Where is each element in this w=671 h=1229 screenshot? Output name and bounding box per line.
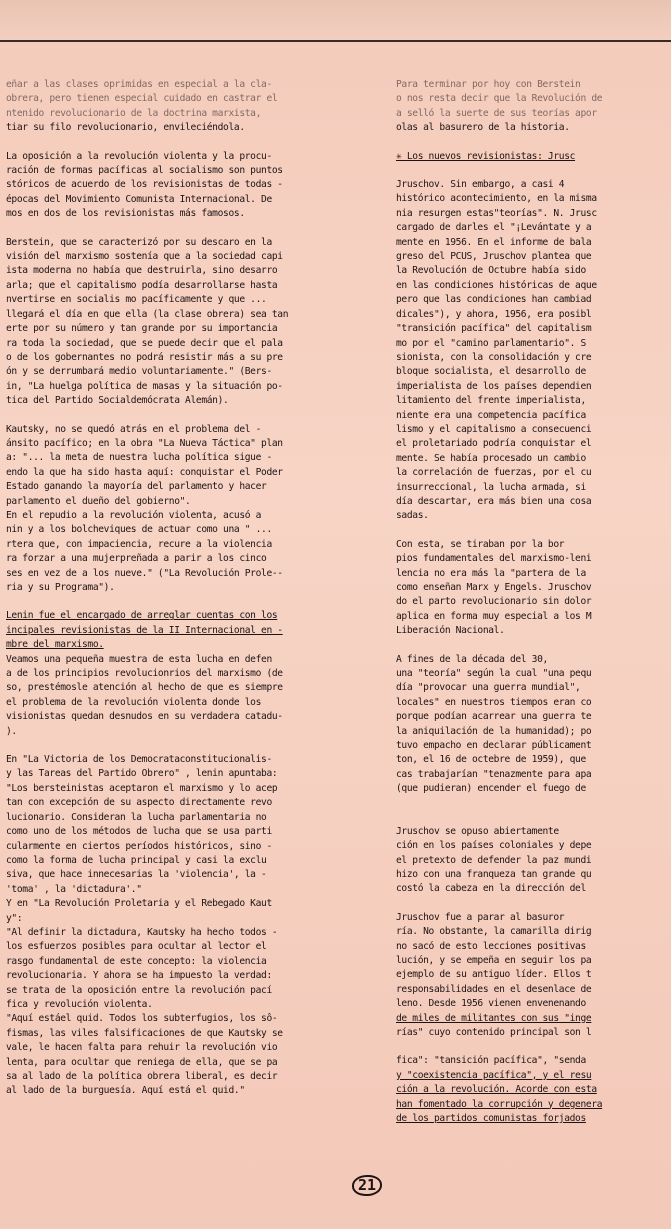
paragraph-gap bbox=[6, 136, 390, 150]
text-line: una "teoría" según la cual "una pequ bbox=[396, 668, 592, 680]
text-line: Para terminar por hoy con Berstein bbox=[396, 79, 581, 90]
text-line: La oposición a la revolución violenta y la procu- bbox=[6, 150, 272, 162]
text-line: sionista, con la consolidación y cre bbox=[396, 351, 592, 363]
text-line: Jruschov fue a parar al basuror bbox=[396, 911, 565, 923]
text-line: nia resurgen estas"teorías". N. Jrusc bbox=[396, 207, 597, 219]
text-line: rtera que, con impaciencia, recure a la violencia bbox=[6, 538, 272, 550]
text-line: endo la que ha sido hasta aquí: conquistar el Poder bbox=[6, 466, 283, 478]
text-line: incipales revisionistas de la II Internacional en - bbox=[6, 624, 283, 636]
text-line: Estado ganando la mayoría del parlamento y hacer bbox=[6, 481, 267, 493]
text-line: Veamos una pequeña muestra de esta lucha en defen bbox=[6, 653, 272, 665]
text-line: hizo con una franqueza tan grande qu bbox=[396, 868, 592, 880]
text-line: tan con excepción de su aspecto directamente revo bbox=[6, 797, 272, 809]
text-line: so, prestémosle atención al hecho de que es siempre bbox=[6, 682, 283, 694]
text-line: ton, el 16 de octebre de 1959), que bbox=[396, 754, 586, 766]
text-line: litamiento del frente imperialista, bbox=[396, 395, 586, 407]
text-line: ría. No obstante, la camarilla dirig bbox=[396, 926, 592, 938]
text-line: eñar a las clases oprimidas en especial a la cla- bbox=[6, 79, 272, 90]
paragraph-gap bbox=[6, 409, 390, 423]
text-line: fica": "tansición pacífica", "senda bbox=[396, 1055, 586, 1067]
text-line: a selló la suerte de sus teorías apor bbox=[396, 107, 597, 119]
text-line: Lenin fue el encargado de arreglar cuentas con los bbox=[6, 610, 278, 622]
text-line: ra forzar a una mujerpreñada a parir a los cinco bbox=[6, 553, 267, 565]
text-line: ánsito pacífico; en la obra "La Nueva Táctica" plan bbox=[6, 437, 283, 449]
text-line: Y en "La Revolución Proletaria y el Rebegado Kaut bbox=[6, 898, 272, 910]
text-line: in, "La huelga política de masas y la situación po- bbox=[6, 380, 283, 392]
text-line: leno. Desde 1956 vienen envenenando bbox=[396, 998, 586, 1010]
text-line: visionistas quedan desnudos en su verdadera catadu- bbox=[6, 711, 283, 723]
text-line: sa al lado de la política obrera liberal, es decir bbox=[6, 1071, 278, 1082]
text-line: (que pudieran) encender el fuego de bbox=[396, 783, 586, 795]
text-line: bloque socialista, el desarrollo de bbox=[396, 366, 586, 378]
text-line: "Los bersteinistas aceptaron el marxismo y lo acep bbox=[6, 782, 278, 794]
text-line: visión del marxismo sostenía que a la sociedad capi bbox=[6, 251, 283, 263]
page-number: 21 bbox=[352, 1175, 382, 1196]
text-line: ración de formas pacíficas al socialismo son puntos bbox=[6, 165, 283, 177]
text-line: A fines de la década del 30, bbox=[396, 653, 548, 665]
text-line: el problema de la revolución violenta donde los bbox=[6, 696, 262, 708]
text-line: Berstein, que se caracterizó por su descaro en la bbox=[6, 236, 272, 248]
text-line: o de los gobernantes no podrá resistir más a su pre bbox=[6, 351, 283, 363]
text-line: ista moderna no había que destruirla, sino desarro bbox=[6, 265, 278, 277]
text-line: parlamento el dueño del gobierno". bbox=[6, 495, 191, 507]
text-line: tica del Partido Socialdemócrata Alemán). bbox=[6, 395, 229, 407]
paragraph-gap bbox=[396, 136, 668, 150]
text-line: En el repudio a la revolución violenta, acusó a bbox=[6, 509, 262, 521]
text-line: rías" cuyo contenido principal son l bbox=[396, 1026, 592, 1038]
text-line: Liberación Nacional. bbox=[396, 625, 505, 637]
text-line: mbre del marxismo. bbox=[6, 639, 104, 651]
text-line: ra toda la sociedad, que se puede decir que el pala bbox=[6, 337, 283, 349]
scan-top-edge bbox=[0, 0, 671, 42]
text-line: a de los principios revolucionrios del marxismo (de bbox=[6, 668, 283, 680]
text-line: la aniquilación de la humanidad); po bbox=[396, 725, 592, 737]
text-line: se trata de la oposición entre la revolución pací bbox=[6, 984, 272, 996]
text-line: "Aquí estáel quid. Todos los subterfugios, los sô- bbox=[6, 1013, 278, 1025]
text-line: como la forma de lucha principal y casi la exclu bbox=[6, 854, 267, 866]
text-line: Kautsky, no se quedó atrás en el problema del - bbox=[6, 423, 262, 435]
text-line: do el parto revolucionario sin dolor bbox=[396, 596, 592, 608]
text-line: la correlación de fuerzas, por el cu bbox=[396, 467, 592, 479]
text-line: ntenido revolucionario de la doctrina marxista, bbox=[6, 107, 262, 119]
text-line: y "coexistencia pacífica", y el resu bbox=[396, 1069, 592, 1081]
paragraph-gap bbox=[396, 639, 668, 653]
text-line: de los partidos comunistas forjados bbox=[396, 1113, 586, 1124]
text-line: histórico acontecimiento, en la misma bbox=[396, 193, 597, 205]
text-line: en las condiciones históricas de aque bbox=[396, 279, 597, 291]
text-line: Con esta, se tiraban por la bor bbox=[396, 538, 565, 550]
left-column bbox=[6, 78, 390, 1099]
text-line: niente era una competencia pacífica bbox=[396, 409, 586, 421]
text-line: nvertirse en socialis mo pacíficamente y que ... bbox=[6, 294, 267, 306]
text-line: día descartar, era más bien una cosa bbox=[396, 495, 592, 507]
paragraph-gap bbox=[396, 797, 668, 825]
text-line: Jruschov se opuso abiertamente bbox=[396, 825, 559, 837]
text-line: como uno de los métodos de lucha que se usa parti bbox=[6, 826, 272, 838]
text-line: greso del PCUS, Jruschov plantea que bbox=[396, 251, 592, 263]
text-line: como enseñan Marx y Engels. Jruschov bbox=[396, 582, 592, 593]
text-line: aplica en forma muy especial a los M bbox=[396, 610, 592, 622]
text-line: Jruschov. Sin embargo, a casi 4 bbox=[396, 179, 565, 191]
text-line: lenta, para ocultar que reniega de ella, que se pa bbox=[6, 1056, 278, 1068]
text-line: responsabilidades en el desenlace de bbox=[396, 983, 592, 995]
text-line: y": bbox=[6, 912, 23, 924]
text-line: mente en 1956. En el informe de bala bbox=[396, 236, 592, 248]
text-line: erte por su número y tan grande por su importancia bbox=[6, 323, 278, 335]
text-line: lución, y se empeña en seguir los pa bbox=[396, 954, 592, 966]
paragraph-gap bbox=[396, 897, 668, 911]
right-column bbox=[396, 78, 668, 1126]
text-line: imperialista de los países dependien bbox=[396, 380, 592, 392]
paragraph-gap bbox=[396, 164, 668, 178]
text-line: ción a la revolución. Acorde con esta bbox=[396, 1084, 597, 1096]
text-line: porque podían acarrear una guerra te bbox=[396, 711, 592, 723]
text-line: siva, que hace innecesarias la 'violencia', la - bbox=[6, 869, 267, 881]
text-line: cas trabajarían "tenazmente para apa bbox=[396, 768, 592, 780]
paragraph-gap bbox=[396, 524, 668, 538]
text-line: los esfuerzos posibles para ocultar al lector el bbox=[6, 941, 267, 953]
text-line: "Al definir la dictadura, Kautsky ha hecho todos - bbox=[6, 926, 278, 938]
text-line: stóricos de acuerdo de los revisionistas de todas - bbox=[6, 179, 283, 191]
paragraph-gap bbox=[396, 1040, 668, 1054]
text-line: insurreccional, la lucha armada, si bbox=[396, 481, 586, 493]
text-line: ción en los países coloniales y depe bbox=[396, 840, 592, 852]
text-line: arla; que el capitalismo podía desarrollarse hasta bbox=[6, 279, 278, 291]
text-line: sadas. bbox=[396, 510, 429, 522]
text-line: épocas del Movimiento Comunista Internacional. De bbox=[6, 193, 272, 205]
text-line: obrera, pero tienen especial cuidado en castrar el bbox=[6, 93, 278, 105]
text-line: ses en vez de a los nueve." ("La Revolución Prole-- bbox=[6, 567, 283, 579]
text-line: pios fundamentales del marxismo-leni bbox=[396, 553, 592, 565]
text-line: ). bbox=[6, 725, 17, 737]
text-line: nin y a los bolcheviques de actuar como una " ... bbox=[6, 524, 272, 536]
text-line: y las Tareas del Partido Obrero" , lenin apuntaba: bbox=[6, 768, 278, 780]
text-line: 'toma' , la 'dictadura'." bbox=[6, 883, 142, 895]
text-line: ón y se derrumbará medio voluntariamente." (Bers- bbox=[6, 366, 272, 378]
text-line: día "provocar una guerra mundial", bbox=[396, 682, 581, 694]
text-line: vale, le hacen falta para rehuir la revolución vio bbox=[6, 1042, 278, 1054]
text-line: "transición pacífica" del capitalism bbox=[396, 323, 592, 335]
text-line: no sacó de esto lecciones positivas bbox=[396, 940, 586, 952]
text-line: ✳ Los nuevos revisionistas: Jrusc bbox=[396, 150, 576, 162]
text-line: En "La Victoria de los Democrataconstitucionalis- bbox=[6, 754, 272, 766]
text-line: costó la cabeza en la dirección del bbox=[396, 883, 586, 895]
text-line: han fomentado la corrupción y degenera bbox=[396, 1098, 603, 1110]
text-line: dicales"), y ahora, 1956, era posibl bbox=[396, 308, 592, 320]
text-line: lencia no era más la "partera de la bbox=[396, 567, 586, 579]
page-number-wrap bbox=[352, 1175, 382, 1196]
text-line: olas al basurero de la historia. bbox=[396, 122, 570, 134]
text-line: el pretexto de defender la paz mundi bbox=[396, 854, 592, 866]
text-line: mo por el "camino parlamentario". S bbox=[396, 337, 586, 349]
text-line: lucionario. Consideran la lucha parlamentaria no bbox=[6, 811, 267, 823]
paragraph-gap bbox=[6, 595, 390, 609]
paragraph-gap bbox=[6, 739, 390, 753]
text-line: tiar su filo revolucionario, envileciéndola. bbox=[6, 122, 245, 134]
text-line: fismas, las viles falsificaciones de que Kautsky se bbox=[6, 1027, 283, 1039]
text-line: locales" en nuestros tiempos eran co bbox=[396, 696, 592, 708]
text-line: a: "... la meta de nuestra lucha política sigue - bbox=[6, 452, 272, 464]
text-line: cularmente en ciertos períodos históricos, sino - bbox=[6, 840, 272, 852]
text-line: llegará el día en que ella (la clase obrera) sea tan bbox=[6, 308, 289, 320]
text-line: fica y revolución violenta. bbox=[6, 998, 153, 1010]
text-line: o nos resta decir que la Revolución de bbox=[396, 93, 603, 105]
text-line: pero que las condiciones han cambiad bbox=[396, 294, 592, 306]
text-line: cargado de darles el "¡Levántate y a bbox=[396, 222, 592, 234]
text-line: tuvo empacho en declarar públicament bbox=[396, 740, 592, 752]
text-line: mente. Se había procesado un cambio bbox=[396, 452, 586, 464]
paragraph-gap bbox=[6, 222, 390, 236]
text-line: de miles de militantes con sus "inge bbox=[396, 1012, 592, 1024]
text-line: la Revolución de Octubre había sido bbox=[396, 265, 586, 277]
text-line: mos en dos de los revisionistas más famosos. bbox=[6, 208, 245, 220]
text-line: ria y su Programa"). bbox=[6, 582, 115, 593]
text-line: rasgo fundamental de este concepto: la violencia bbox=[6, 955, 267, 967]
text-line: lismo y el capitalismo a consecuenci bbox=[396, 423, 592, 435]
text-line: revolucionaria. Y ahora se ha impuesto la verdad: bbox=[6, 970, 272, 982]
text-line: el proletariado podría conquistar el bbox=[396, 438, 592, 450]
text-line: al lado de la burguesía. Aquí está el quid." bbox=[6, 1085, 245, 1097]
text-line: ejemplo de su antiguo líder. Ellos t bbox=[396, 969, 592, 981]
